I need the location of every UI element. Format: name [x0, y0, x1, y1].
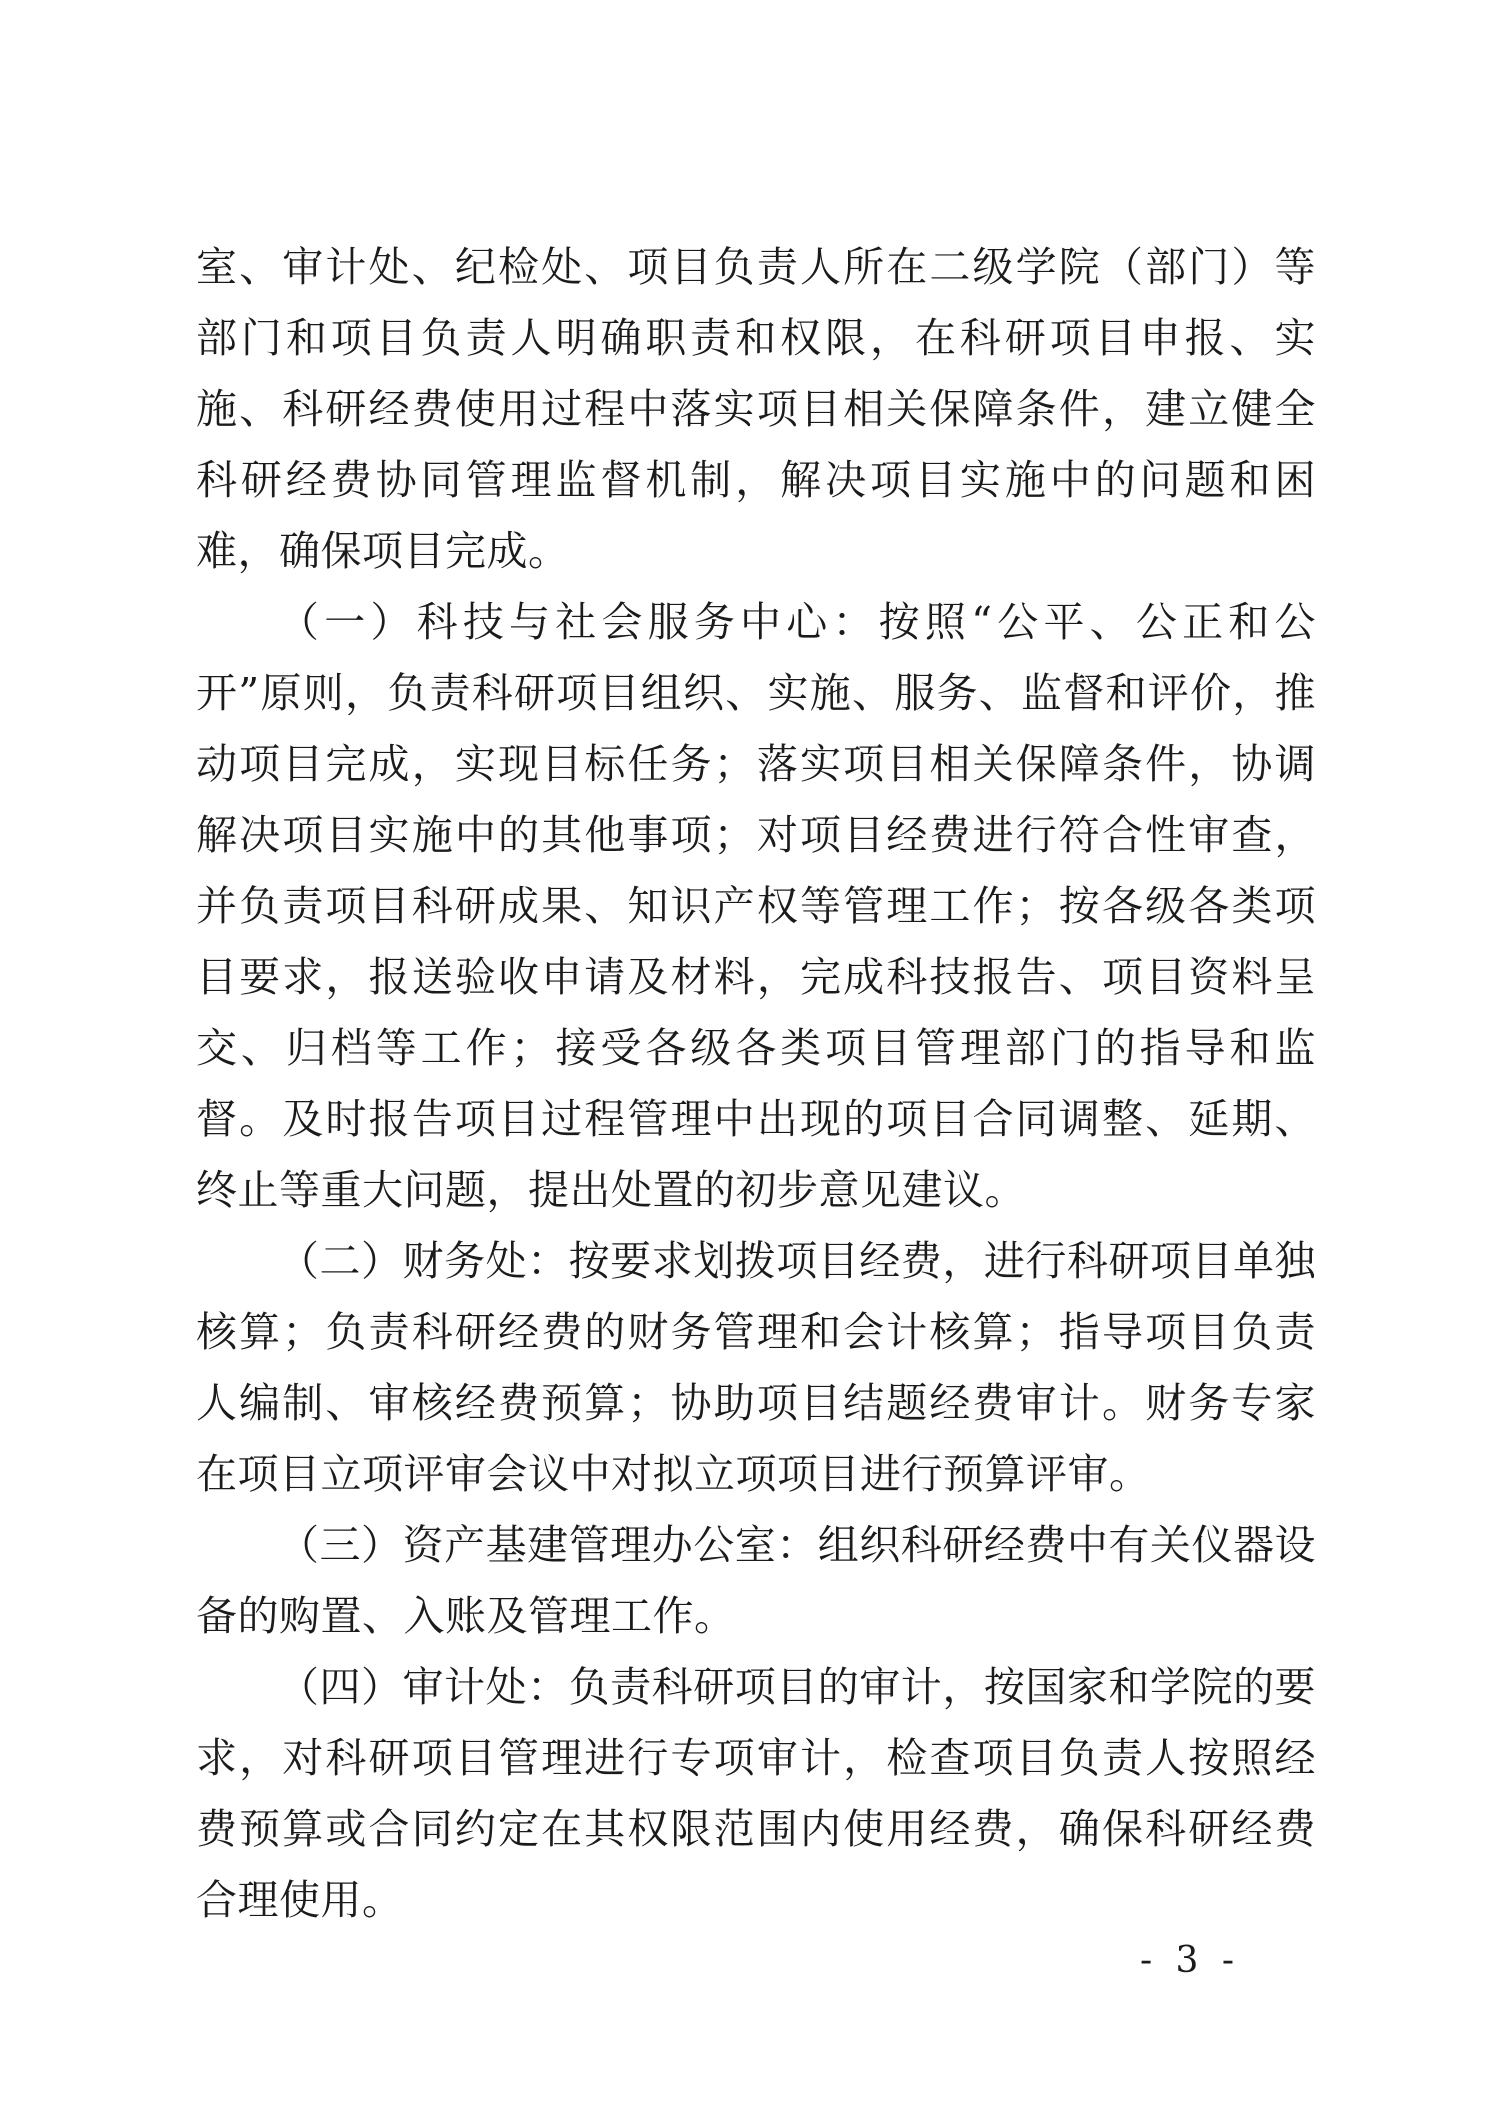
paragraph-section-two: （二）财务处：按要求划拨项目经费，进行科研项目单独核算；负责科研经费的财务管理和会计核算；指导项目负责人编制、审核经费预算；协助项目结题经费审计。财务专家在项目立项评审会议中对拟立项项目进行预算评审。	[196, 1237, 1316, 1498]
page-footer	[0, 1940, 1500, 1981]
document-body	[196, 232, 1316, 1936]
paragraph-section-four: （四）审计处：负责科研项目的审计，按国家和学院的要求，对科研项目管理进行专项审计，检查项目负责人按照经费预算或合同约定在其权限范围内使用经费，确保科研经费合理使用。	[196, 1663, 1316, 1924]
paragraph-section-one: （一）科技与社会服务中心：按照“公平、公正和公开”原则，负责科研项目组织、实施、服务、监督和评价，推动项目完成，实现目标任务；落实项目相关保障条件，协调解决项目实施中的其他事项；对项目经费进行符合性审查，并负责项目科研成果、知识产权等管理工作；按各级各类项目要求，报送验收申请及材料，完成科技报告、项目资料呈交、归档等工作；接受各级各类项目管理部门的指导和监督。及时报告项目过程管理中出现的项目合同调整、延期、终止等重大问题，提出处置的初步意见建议。	[196, 598, 1316, 1214]
paragraph-section-three: （三）资产基建管理办公室：组织科研经费中有关仪器设备的购置、入账及管理工作。	[196, 1521, 1316, 1640]
paragraph-continuation: 室、审计处、纪检处、项目负责人所在二级学院（部门）等部门和项目负责人明确职责和权限，在科研项目申报、实施、科研经费使用过程中落实项目相关保障条件，建立健全科研经费协同管理监督机制，解决项目实施中的问题和困难，确保项目完成。	[196, 243, 1316, 575]
page-number: - 3 -	[1139, 1940, 1241, 1981]
